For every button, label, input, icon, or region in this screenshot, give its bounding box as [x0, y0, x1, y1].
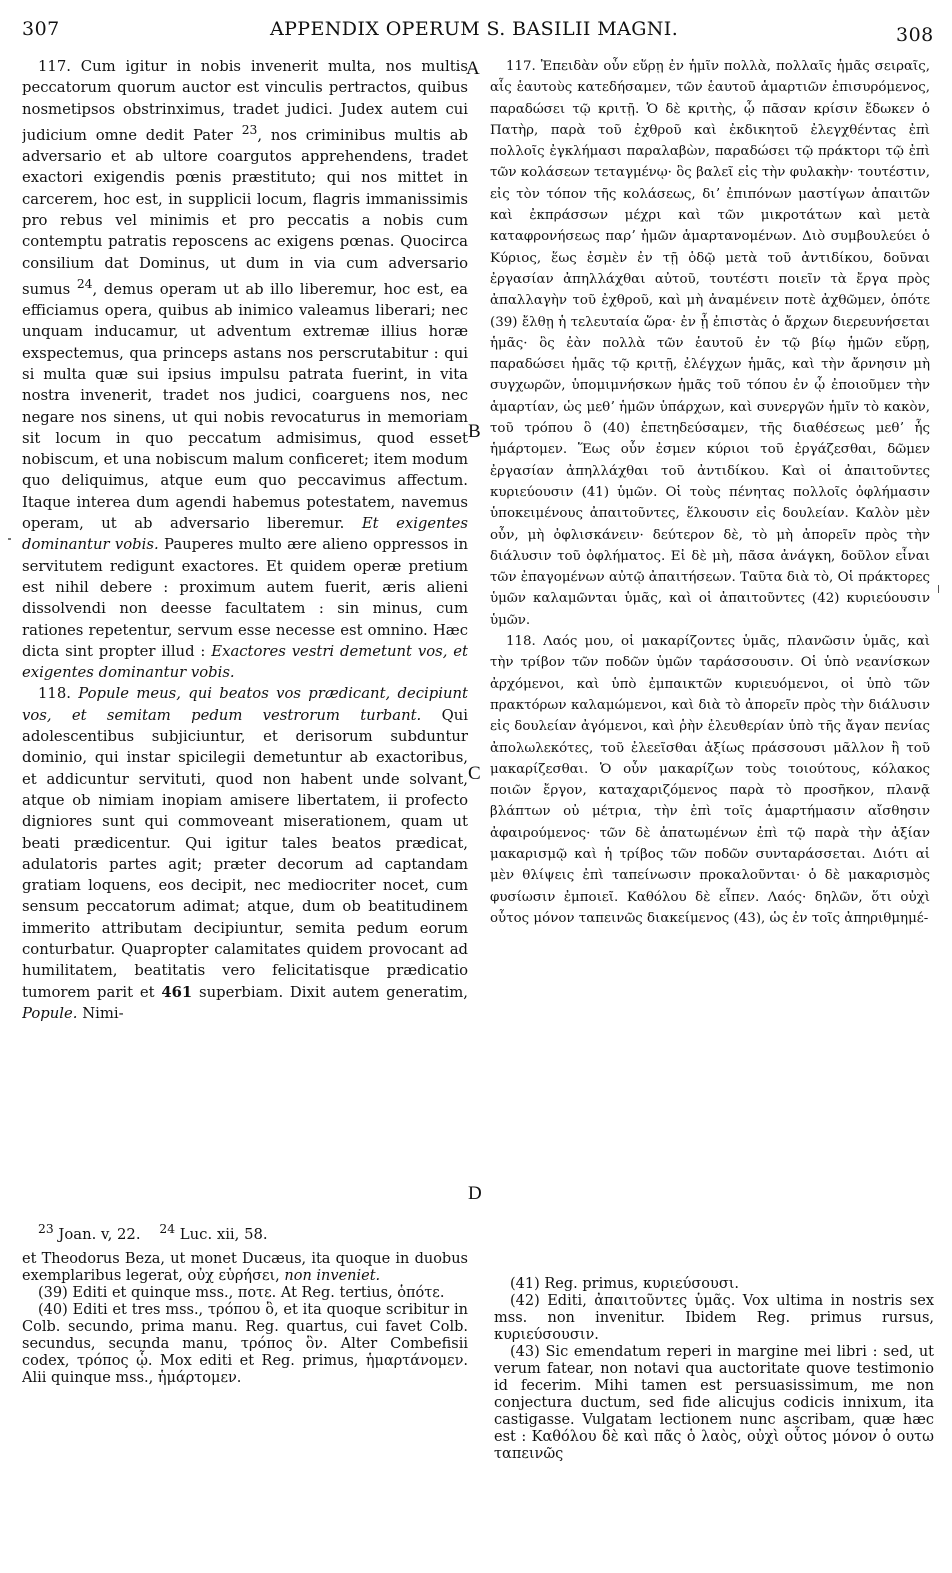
section-number-117: 117. [38, 58, 71, 75]
latin-text-117b: , nos criminibus multis ab adversario et ab ultore coargutos apprehendens, tradet exactori exigendis pœnis præstituto; qui nos mittet in carcerem, hoc est, in supplicii locum, flagris immanissimis pro rebus vel minimis et pro peccatis a nobis cum contemptu patratis reposcens ac exigens pœnas. Quocirca consilium dat Dominus, ut dum in via cum adversario sumus [22, 126, 468, 298]
latin-scripture-quote: Popule meus, qui beatos vos prædicant, decipiunt vos, et semitam pedum vestrorum turbant. [22, 685, 468, 724]
scripture-references [38, 1219, 468, 1245]
latin-text-118c: Nimi- [82, 1004, 124, 1022]
footnote-continuation [22, 1251, 468, 1285]
latin-paragraph-117 [22, 56, 468, 683]
greek-column [490, 56, 930, 929]
footnote-continuation-italic: non inveniet. [284, 1268, 381, 1284]
margin-letter-d: D [468, 1183, 482, 1204]
ref-text-23: Joan. v, 22. [58, 1225, 141, 1243]
footnote-39: (39) Editi et quinque mss., ποτε. At Reg. tertius, ὁπότε. [38, 1285, 445, 1301]
right-page-number: 308 [896, 24, 934, 46]
left-page-number: 307 [22, 18, 60, 40]
latin-scripture-quote: Exactores vestri demetunt vos, et exigentes dominantur vobis. [22, 642, 468, 682]
margin-letter-a: A [466, 58, 480, 79]
ref-number-23: 23 [38, 1222, 54, 1236]
greek-text-118: Λαός μου, οἱ μακαρίζοντες ὑμᾶς, πλανῶσιν ὑμᾶς, καὶ τὴν τρίβον τῶν ποδῶν ὑμῶν ταράσσουσιν. Οἱ ὑπὸ νεανίσκων ἀρχόμενοι, καὶ ὑπὸ ἐμπαικτῶν κυριευόμενοι, οἱ ὑπὸ τῶν πρακτόρων καλαμώμενοι, καὶ διὰ τὸ ἀπορεῖν πρὸς τὴν διάλυσιν εἰς δουλείαν ἀγόμενοι, καὶ ῥὴν ἐλευθερίαν ὑπὸ τῆς ἄγαν πενίας ἀπολωλεκότες, τοῦ ἐλεεῖσθαι ἀξίως πράσσουσι μᾶλλον ἢ τοῦ μακαρίζεσθαι. Ὁ οὖν μακαρίζων τοὺς τοιούτους, κόλακος ποιῶν ἔργον, καταχαριζόμενος παρὰ τὸ προσῆκον, πλανᾷ βλάπτων οὐ μέτρια, τὴν ἐπὶ τοῖς ἁμαρτήμασιν αἴσθησιν ἀφαιρούμενος· τῶν δὲ ἀπατωμένων ἐπὶ τῷ παρὰ τὴν ἀξίαν μακαρισμῷ καὶ ἡ τρίβος τῶν ποδῶν συνταράσσεται. Διότι αἱ μὲν θλίψεις ἐπὶ ταπείνωσιν προκαλοῦνται· ὁ δὲ μακαρισμὸς φυσίωσιν ἐμποιεῖ. Καθόλου δὲ εἶπεν. Λαός· δηλῶν, ὅτι οὐχὶ οὗτος μόνον ταπεινῶς διακείμενος (43), ὡς ἐν τοῖς ἀπηριθμημέ- [490, 634, 930, 926]
margin-tick [938, 585, 939, 593]
latin-text-118b: superbiam. Dixit autem generatim, [198, 983, 468, 1001]
running-title: APPENDIX OPERUM S. BASILII MAGNI. [270, 18, 679, 40]
latin-text-117a: Cum igitur in nobis invenerit multa, nos multis peccatorum quorum auctor est vinculis pertractos, quibus nosmetipsos obstrinximus, tradet judici. Judex autem cui judicium omne dedit Pater [22, 58, 468, 144]
margin-tick [8, 538, 11, 540]
footnote-41: (41) Reg. primus, κυριεύσουσι. [510, 1276, 740, 1292]
running-head [0, 18, 952, 52]
footnotes-left [22, 1251, 468, 1387]
ref-text-24: Luc. xii, 58. [179, 1225, 268, 1243]
greek-paragraph-117 [490, 56, 930, 631]
footnote-42: (42) Editi, ἀπαιτοῦντες ὑμᾶς. Vox ultima in nostris sex mss. non invenitur. Ibidem Reg. primus rursus, κυριεύσουσιν. [494, 1293, 934, 1343]
footnote-ref-23: 23 [241, 122, 258, 137]
section-number-118: 118. [38, 685, 71, 703]
latin-paragraph-118 [22, 683, 468, 1024]
latin-column [22, 56, 468, 1024]
footnote-43: (43) Sic emendatum reperi in margine mei libri : sed, ut verum fatear, non notavi qua auctoritate quove testimonio id fecerim. Mihi tamen est persuasissimum, me non conjectura ductum, sed fide alicujus codicis innixum, ita castigasse. Vulgatam lectionem nunc ascribam, quæ hæc est : Καθόλου δὲ καὶ πᾶς ὁ λαὸς, οὐχὶ οὗτος μόνον ὁ ουτω ταπεινῶς [494, 1344, 934, 1462]
footnote-continuation-text: et Theodorus Beza, ut monet Ducæus, ita quoque in duobus exemplaribus legerat, οὐχ εὑρήσει, [22, 1251, 468, 1284]
margin-letter-c: C [468, 763, 481, 784]
greek-paragraph-118 [490, 631, 930, 929]
footnotes-right [494, 1276, 934, 1463]
footnote-40: (40) Editi et tres mss., τρόπου ὃ, et ita quoque scribitur in Colb. secundo, prima manu. Reg. quartus, cui favet Colb. secundus, secunda manu, τρόπος ὃν. Alter Combefisii codex, τρόπος ᾧ. Mox editi et Reg. primus, ἡμαρτάνομεν. Alii quinque mss., ἡμάρτομεν. [22, 1302, 468, 1386]
latin-scripture-quote: Et exigentes dominantur vobis. [22, 515, 468, 554]
greek-text-117: Ἐπειδὰν οὖν εὕρῃ ἐν ἡμῖν πολλὰ, πολλαῖς ἡμᾶς σειραῖς, αἷς ἑαυτοὺς κατεδήσαμεν, τῶν ἑαυτοῦ ἁμαρτιῶν ἐπισυρόμενος, παραδώσει τῷ κριτῇ. Ὁ δὲ κριτὴς, ᾧ πᾶσαν κρίσιν ἔδωκεν ὁ Πατὴρ, παρὰ τοῦ ἐχθροῦ καὶ ἐκδικητοῦ ἐλεγχθέντας ἐπὶ πολλοῖς ἐγκλήμασι παραλαβὼν, παραδώσει τῷ πράκτορι τῷ ἐπὶ τῶν κολάσεων τεταγμένῳ· ὃς βαλεῖ εἰς τὴν φυλακὴν· τουτέστιν, εἰς τὸν τόπον τῆς κολάσεως, διʼ ἐπιπόνων μαστίγων ἀπαιτῶν καὶ ἐκπράσσων μέχρι καὶ τῶν μικροτάτων καὶ μετὰ καταφρονήσεως παρʼ ἡμῶν ἁμαρτανομένων. Διὸ συμβουλεύει ὁ Κύριος, ἕως ἐσμὲν ἐν τῇ ὁδῷ μετὰ τοῦ ἀντιδίκου, δοῦναι ἐργασίαν ἀπηλλάχθαι αὐτοῦ, τουτέστι ποιεῖν τὰ ἔργα πρὸς ἀπαλλαγὴν τοῦ ἐχθροῦ, καὶ μὴ ἀναμένειν ποτὲ ἀχθῶμεν, ὁπότε (39) ἔλθῃ ἡ τελευταία ὥρα· ἐν ᾗ ἐπιστὰς ὁ ἄρχων διερευνήσεται ἡμᾶς· ὃς ἐὰν πολλὰ τῶν ἑαυτοῦ ἐν τῷ βίῳ ἡμῶν εὕρῃ, παραδώσει ἡμᾶς τῷ κριτῇ, ἐλέγχων ἡμᾶς, καὶ τὴν ἄρνησιν μὴ συγχωρῶν, ὑπομιμνήσκων ἡμᾶς τοῦ τόπου ἐν ᾧ ἐποιοῦμεν τὴν ἁμαρτίαν, ὡς μεθʼ ἡμῶν ὑπάρχων, καὶ συνεργῶν ἡμῖν τὸ κακὸν, τοῦ τρόπου ὃ (40) ἐπετηδεύσαμεν, τῆς διαθέσεως μεθʼ ἧς ἡμάρτομεν. Ἕως οὖν ἐσμεν κύριοι τοῦ ἐργάζεσθαι, δῶμεν ἐργασίαν ἀπηλλάχθαι τοῦ ἀντιδίκου. Καὶ οἱ ἀπαιτοῦντες κυριεύουσιν (41) ὑμῶν. Οἱ τοὺς πένητας πολλοῖς ὀφλήμασιν ὑποκειμένους ἀπαιτοῦντες, ἕλκουσιν εἰς δουλείαν. Καλὸν μὲν οὖν, μὴ ὀφλισκάνειν· δεύτερον δὲ, τὸ μὴ ἀπορεῖν πρὸς τὴν διάλυσιν τοῦ ὀφλήματος. Εἰ δὲ μὴ, πᾶσα ἀνάγκη, δοῦλον εἶναι τῶν ἐπαγομένων αὐτῷ ἀπαιτήσεων. Ταῦτα διὰ τὸ, Οἱ πράκτορες ὑμῶν καλαμῶνται ὑμᾶς, καὶ οἱ ἀπαιτοῦντες (42) κυριεύουσιν ὑμῶν. [490, 59, 930, 628]
ref-number-24: 24 [159, 1222, 176, 1236]
section-number-118: 118. [506, 634, 536, 650]
latin-text-117d: Pauperes multo ære alieno oppressos in servitutem redigunt exactores. Et quidem operæ pretium est nihil debere : proximum autem fuerit, æris alieni dissolvendi non deesse facultatem : sin minus, cum rationes repetentur, servum esse necesse est omnino. Hæc dicta sint propter illud : [22, 536, 468, 660]
latin-text-117c: , demus operam ut ab illo liberemur, hoc est, ea efficiamus opera, quibus ab inimico valeamus liberari; nec unquam inducamur, ut adventum extremæ illius horæ exspectemus, qua princeps astans nos perscrutabitur : qui si multa quæ sui ipsius impulsu patrata fuerint, in vita nostra invenerit, tradet nos judici, coarguens nos, nec negare nos sinens, ut qui nobis revocaturus in memoriam sit locum in quo peccatum admisimus, quod esset nobiscum, et una nobiscum malum conficeret; item modum quo deliquimus, atque eum quo peccavimus affectum. Itaque interea dum agendi habemus potestatem, navemus operam, ut ab adversario liberemur. [22, 280, 468, 533]
column-marker-461: 461 [161, 983, 193, 1001]
footnote-ref-24: 24 [76, 276, 93, 291]
latin-text-118a: Qui adolescentibus subjiciuntur, et derisorum subduntur dominio, qui instar spicilegii demetuntur ab exactoribus, et addicuntur servituti, quod non habent unde solvant, atque ob nimiam inopiam amisere libertatem, ii profecto digniores sunt qui commoveant miserationem, quam ut beati prædicentur. Qui igitur tales beatos prædicat, adulatoris partes agit; præter decorum ad captandam gratiam loquens, eos decipit, nec mediocriter nocet, cum sensum peccatorum adimat; atque, dum ob beatitudinem immerito attributam decipiuntur, semita pedum eorum conturbatur. Quapropter calamitates quidem provocant ad humilitatem, beatitatis vero felicitatisque prædicatio tumorem parit et [22, 706, 468, 1001]
latin-scripture-quote: Popule. [22, 1004, 78, 1022]
section-number-117: 117. [506, 59, 536, 74]
margin-letter-b: B [468, 421, 481, 442]
